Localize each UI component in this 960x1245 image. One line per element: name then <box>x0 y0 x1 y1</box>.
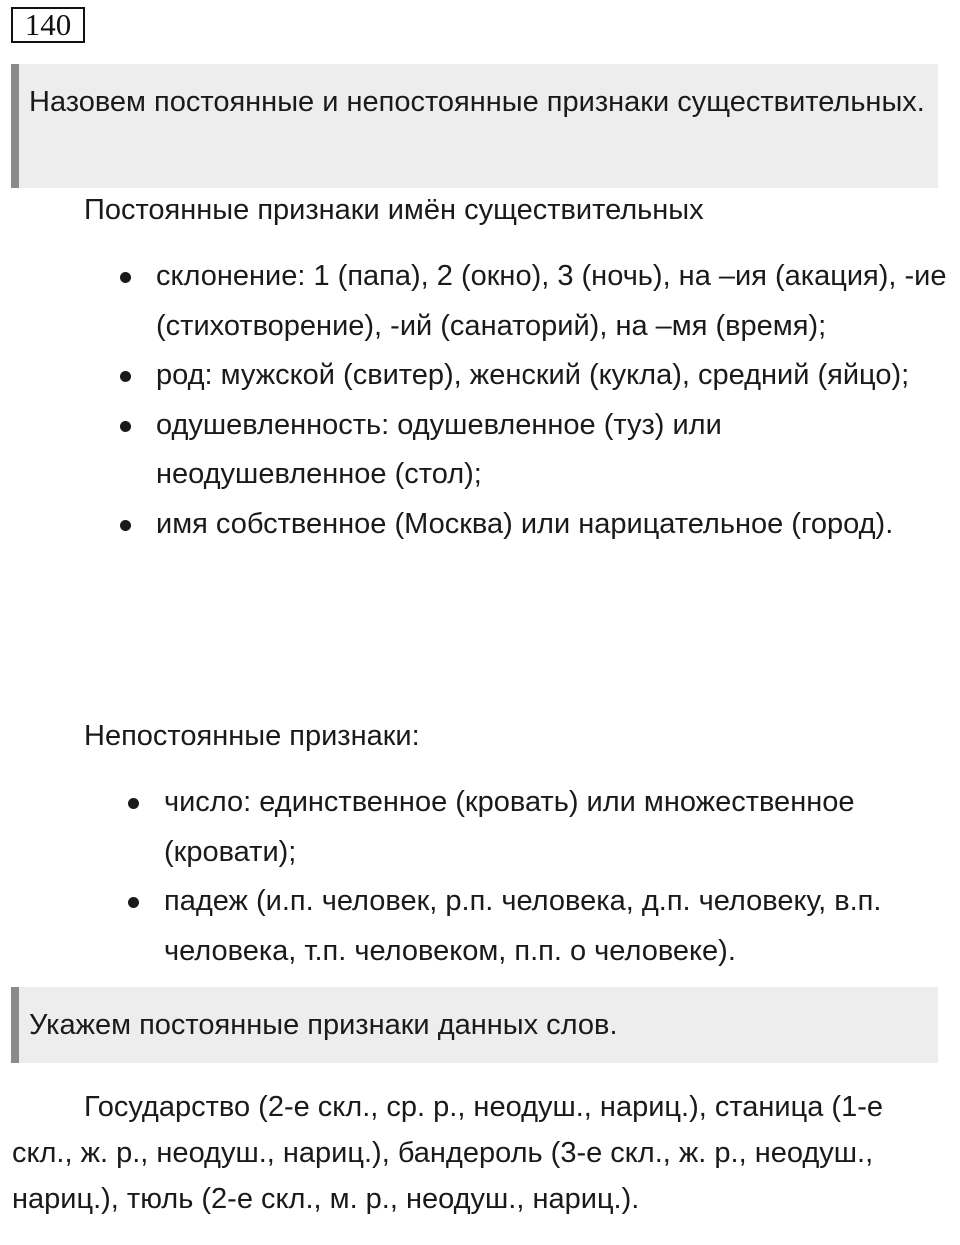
task-number: 140 <box>11 7 85 43</box>
list-item: число: единственное (кровать) или множественное (кровати); <box>164 778 944 877</box>
constant-features-list <box>156 252 956 549</box>
list-item: имя собственное (Москва) или нарицательное (город). <box>156 500 956 550</box>
constant-features-heading: Постоянные признаки имён существительных <box>84 194 704 226</box>
list-item: падеж (и.п. человек, р.п. человека, д.п. человеку, в.п. человека, т.п. человеком, п.п. о человеке). <box>164 877 944 976</box>
list-item: склонение: 1 (папа), 2 (окно), 3 (ночь), на –ия (акация), -ие (стихотворение), -ий (санаторий), на –мя (время); <box>156 252 956 351</box>
variable-features-list <box>164 778 944 976</box>
section-heading-task: Укажем постоянные признаки данных слов. <box>11 987 938 1063</box>
list-item: одушевленность: одушевленное (туз) или неодушевленное (стол); <box>156 401 956 500</box>
list-item: род: мужской (свитер), женский (кукла), средний (яйцо); <box>156 351 956 401</box>
section-heading-features: Назовем постоянные и непостоянные признаки существительных. <box>11 64 938 188</box>
variable-features-heading: Непостоянные признаки: <box>84 720 420 752</box>
answer-paragraph: Государство (2-е скл., ср. р., неодуш., нариц.), станица (1-е скл., ж. р., неодуш., нариц.), бандероль (3-е скл., ж. р., неодуш., нариц.), тюль (2-е скл., м. р., неодуш., нариц.). <box>12 1091 884 1215</box>
